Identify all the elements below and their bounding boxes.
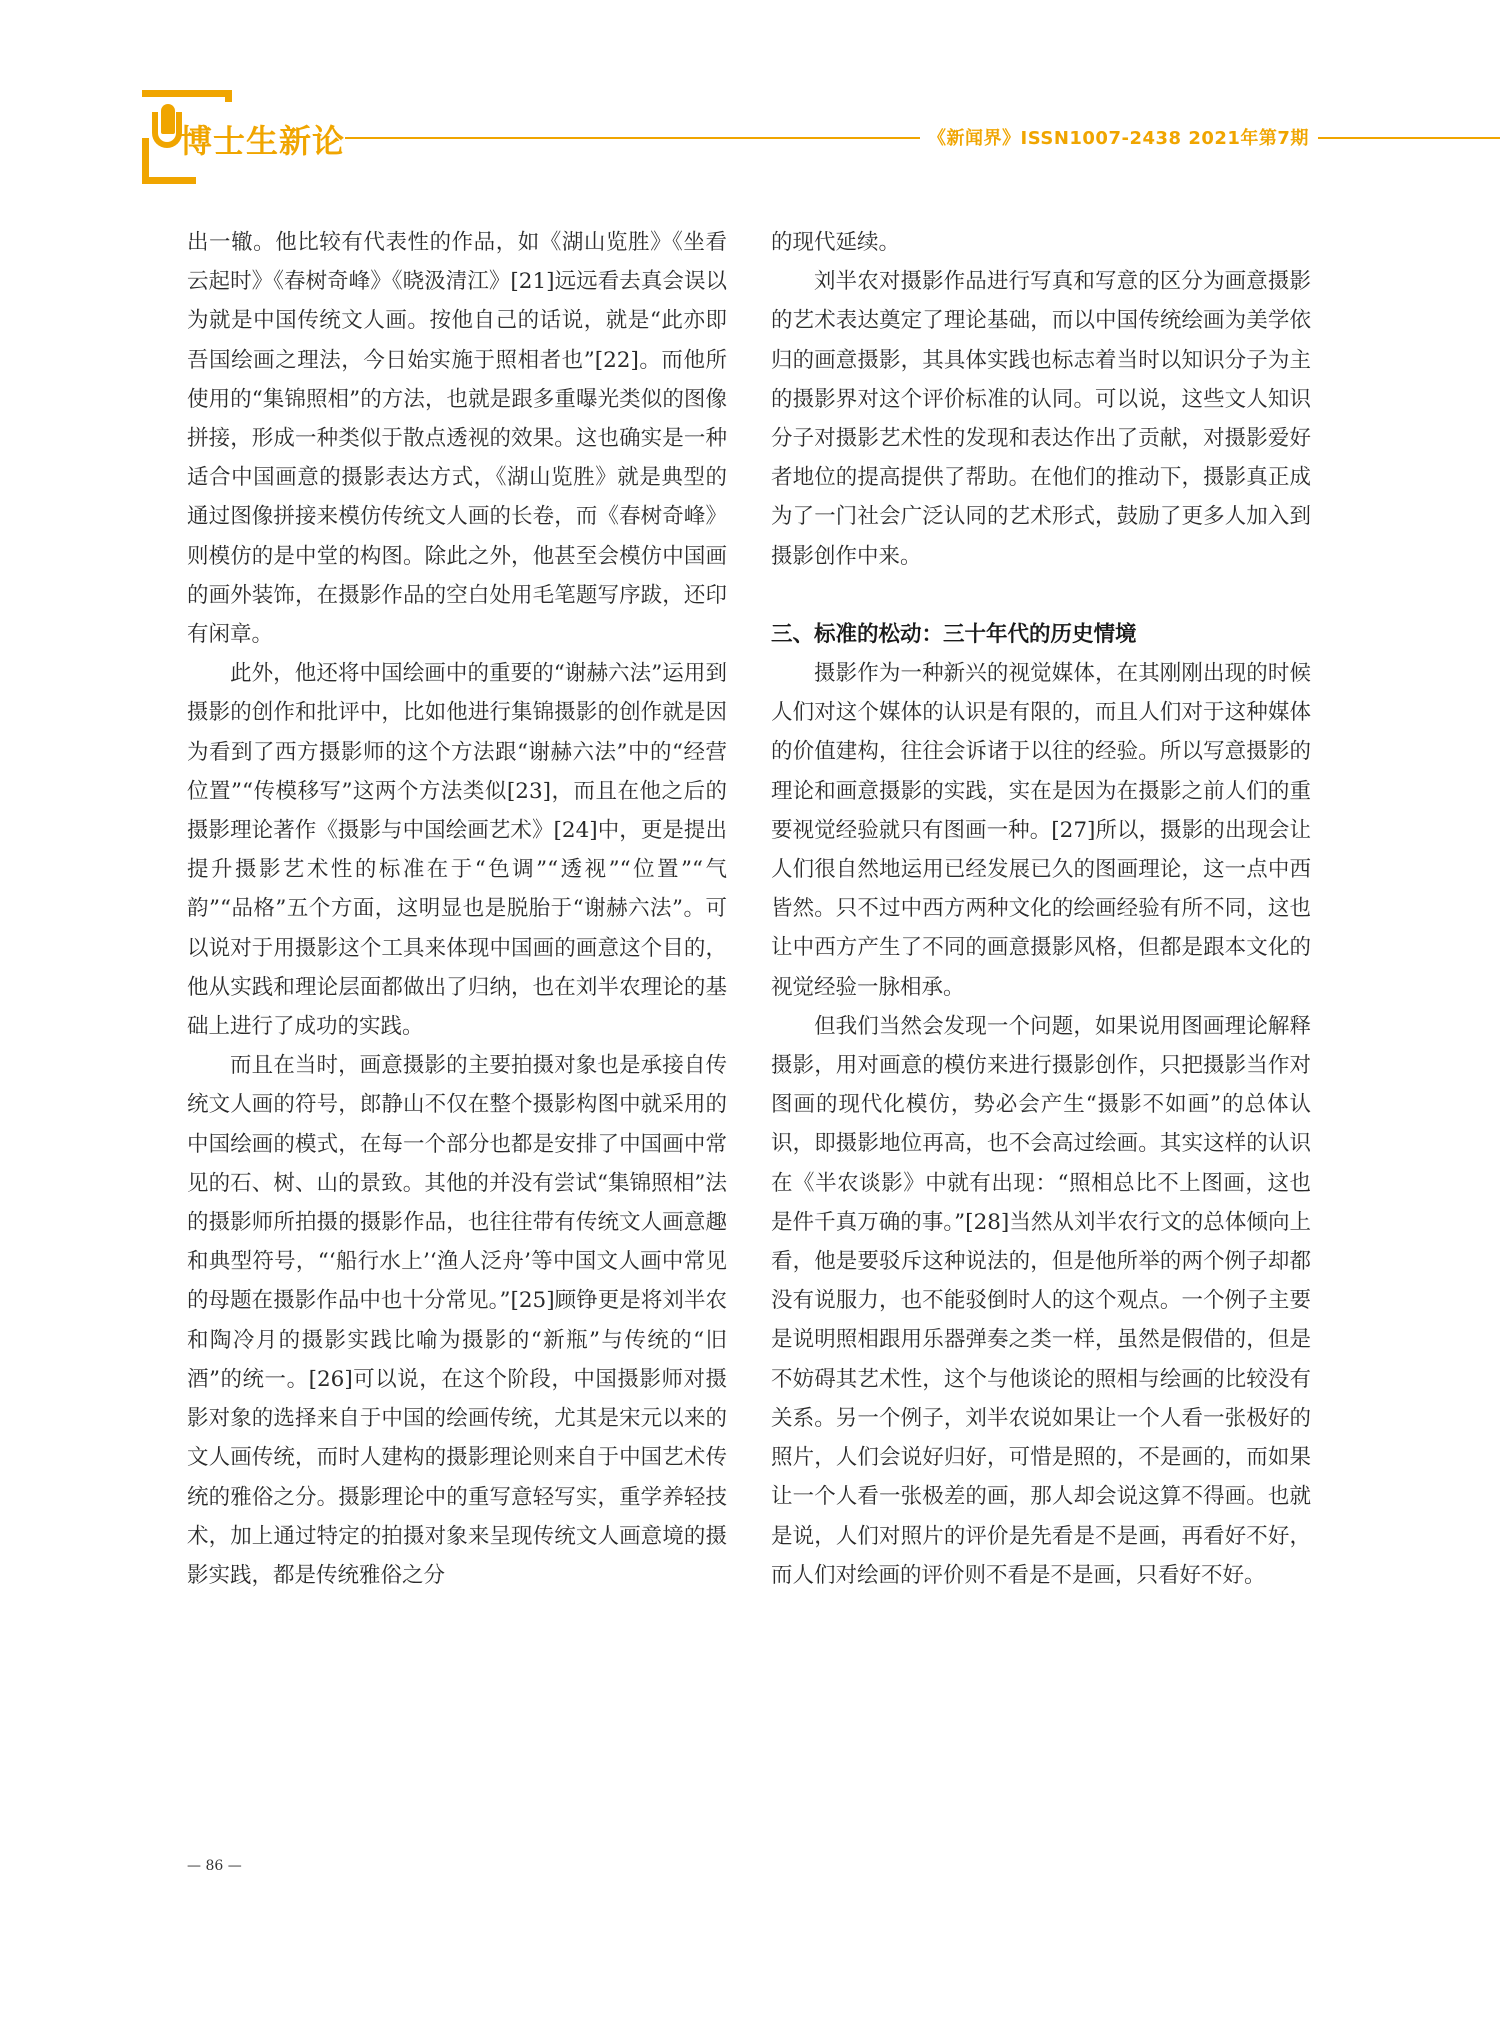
section-title: 博士生新论 <box>180 122 346 160</box>
body-paragraph: 的现代延续。 <box>771 230 901 255</box>
page-header <box>0 0 1500 200</box>
logo-pen-icon <box>161 104 175 134</box>
logo-frame-top <box>142 90 232 102</box>
body-paragraph: 而且在当时，画意摄影的主要拍摄对象也是承接自传统文人画的符号，郎静山不仅在整个摄影构图中就采用的中国绘画的模式，在每一个部分也都是安排了中国画中常见的石、树、山的景致。其他的并没有尝试“集锦照相”法的摄影师所拍摄的摄影作品，也往往带有传统文人画意趣和典型符号，“‘船行水上’‘渔人泛舟’等中国文人画中常见的母题在摄影作品中也十分常见。”[25]顾铮更是将刘半农和陶冷月的摄影实践比喻为摄影的“新瓶”与传统的“旧酒”的统一。[26]可以说，在这个阶段，中国摄影师对摄影对象的选择来自于中国的绘画传统，尤其是宋元以来的文人画传统，而时人建构的摄影理论则来自于中国艺术传统的雅俗之分。摄影理论中的重写意轻写实，重学养轻技术，加上通过特定的拍摄对象来呈现传统文人画意境的摄影实践，都是传统雅俗之分 <box>187 1053 727 1588</box>
body-paragraph: 但我们当然会发现一个问题，如果说用图画理论解释摄影，用对画意的模仿来进行摄影创作，只把摄影当作对图画的现代化模仿，势必会产生“摄影不如画”的总体认识，即摄影地位再高，也不会高过绘画。其实这样的认识在《半农谈影》中就有出现：“照相总比不上图画，这也是件千真万确的事。”[28]当然从刘半农行文的总体倾向上看，他是要驳斥这种说法的，但是他所举的两个例子却都没有说服力，也不能驳倒时人的这个观点。一个例子主要是说明照相跟用乐器弹奏之类一样，虽然是假借的，但是不妨碍其艺术性，这个与他谈论的照相与绘画的比较没有关系。另一个例子，刘半农说如果让一个人看一张极好的照片，人们会说好归好，可惜是照的，不是画的，而如果让一个人看一张极差的画，那人却会说这算不得画。也就是说，人们对照片的评价是先看是不是画，再看好不好，而人们对绘画的评价则不看是不是画，只看好不好。 <box>771 1013 1311 1588</box>
body-paragraph: 出一辙。他比较有代表性的作品，如《湖山览胜》《坐看云起时》《春树奇峰》《晓汲清江》[21]远远看去真会误以为就是中国传统文人画。按他自己的话说，就是“此亦即吾国绘画之理法，今日始实施于照相者也”[22]。而他所使用的“集锦照相”的方法，也就是跟多重曝光类似的图像拼接，形成一种类似于散点透视的效果。这也确实是一种适合中国画意的摄影表达方式，《湖山览胜》就是典型的通过图像拼接来模仿传统文人画的长卷，而《春树奇峰》则模仿的是中堂的构图。除此之外，他甚至会模仿中国画的画外装饰，在摄影作品的空白处用毛笔题写序跋，还印有闲章。 <box>187 230 727 648</box>
left-column <box>187 223 727 1595</box>
page-number: — 86 — <box>187 1858 242 1874</box>
header-rule-left <box>345 137 920 139</box>
journal-info: 《新闻界》ISSN1007-2438 2021年第7期 <box>928 128 1309 149</box>
body-paragraph: 摄影作为一种新兴的视觉媒体，在其刚刚出现的时候人们对这个媒体的认识是有限的，而且人们对于这种媒体的价值建构，往往会诉诸于以往的经验。所以写意摄影的理论和画意摄影的实践，实在是因为在摄影之前人们的重要视觉经验就只有图画一种。[27]所以，摄影的出现会让人们很自然地运用已经发展已久的图画理论，这一点中西皆然。只不过中西方两种文化的绘画经验有所不同，这也让中西方产生了不同的画意摄影风格，但都是跟本文化的视觉经验一脉相承。 <box>771 661 1311 1000</box>
header-rule-right <box>1318 137 1500 139</box>
body-paragraph: 刘半农对摄影作品进行写真和写意的区分为画意摄影的艺术表达奠定了理论基础，而以中国传统绘画为美学依归的画意摄影，其具体实践也标志着当时以知识分子为主的摄影界对这个评价标准的认同。可以说，这些文人知识分子对摄影艺术性的发现和表达作出了贡献，对摄影爱好者地位的提高提供了帮助。在他们的推动下，摄影真正成为了一门社会广泛认同的艺术形式，鼓励了更多人加入到摄影创作中来。 <box>771 269 1311 569</box>
right-column <box>771 223 1311 1595</box>
body-paragraph: 此外，他还将中国绘画中的重要的“谢赫六法”运用到摄影的创作和批评中，比如他进行集锦摄影的创作就是因为看到了西方摄影师的这个方法跟“谢赫六法”中的“经营位置”“传模移写”这两个方法类似[23]，而且在他之后的摄影理论著作《摄影与中国绘画艺术》[24]中，更是提出提升摄影艺术性的标准在于“色调”“透视”“位置”“气韵”“品格”五个方面，这明显也是脱胎于“谢赫六法”。可以说对于用摄影这个工具来体现中国画的画意这个目的，他从实践和理论层面都做出了归纳，也在刘半农理论的基础上进行了成功的实践。 <box>187 661 727 1040</box>
section-heading: 三、标准的松动：三十年代的历史情境 <box>771 621 1137 647</box>
